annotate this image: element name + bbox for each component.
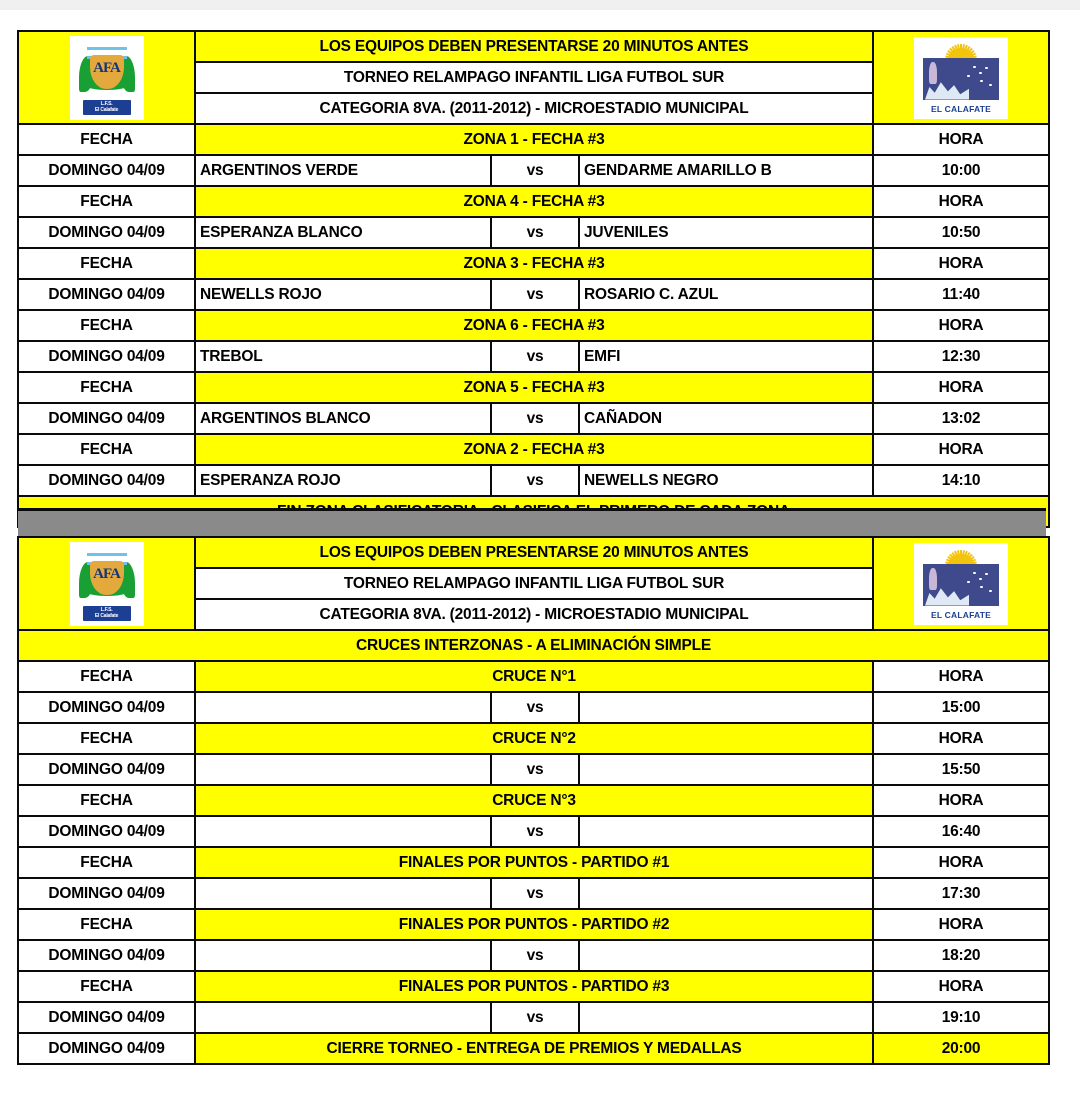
away-team[interactable]: GENDARME AMARILLO B: [579, 155, 873, 186]
match-time: 14:10: [873, 465, 1049, 496]
section-title-3: ZONA 3 - FECHA #3: [195, 248, 873, 279]
section-title-3: CRUCE N°3: [195, 785, 873, 816]
match-time: 16:40: [873, 816, 1049, 847]
match-date: DOMINGO 04/09: [18, 878, 195, 909]
match-time: 17:30: [873, 878, 1049, 909]
fecha-column-header: FECHA: [18, 310, 195, 341]
match-row: [18, 403, 1049, 434]
match-row: [18, 940, 1049, 971]
away-team[interactable]: [579, 754, 873, 785]
section-title-4: FINALES POR PUNTOS - PARTIDO #1: [195, 847, 873, 878]
versus-label: vs: [491, 279, 579, 310]
closing-date: DOMINGO 04/09: [18, 1033, 195, 1064]
section-title-5: ZONA 5 - FECHA #3: [195, 372, 873, 403]
hora-column-header: HORA: [873, 785, 1049, 816]
afa-letters: AFA: [93, 59, 120, 76]
calafate-logo-cell: [873, 537, 1049, 630]
versus-label: vs: [491, 341, 579, 372]
hora-column-header: HORA: [873, 186, 1049, 217]
section-header-row: [18, 971, 1049, 1002]
versus-label: vs: [491, 878, 579, 909]
home-team[interactable]: [195, 1002, 491, 1033]
section-header-row: [18, 785, 1049, 816]
closing-ceremony-text: CIERRE TORNEO - ENTREGA DE PREMIOS Y MEDALLAS: [195, 1033, 873, 1064]
versus-label: vs: [491, 155, 579, 186]
fecha-column-header: FECHA: [18, 909, 195, 940]
versus-label: vs: [491, 940, 579, 971]
match-date: DOMINGO 04/09: [18, 1002, 195, 1033]
header-row-banner: [18, 31, 1049, 62]
section-header-row: [18, 723, 1049, 754]
tournament-subtitle: CATEGORIA 8VA. (2011-2012) - MICROESTADIO MUNICIPAL: [195, 93, 873, 124]
hora-column-header: HORA: [873, 124, 1049, 155]
match-date: DOMINGO 04/09: [18, 341, 195, 372]
home-team[interactable]: [195, 940, 491, 971]
match-date: DOMINGO 04/09: [18, 816, 195, 847]
fecha-column-header: FECHA: [18, 785, 195, 816]
away-team[interactable]: ROSARIO C. AZUL: [579, 279, 873, 310]
section-title-6: FINALES POR PUNTOS - PARTIDO #3: [195, 971, 873, 1002]
section-header-row: [18, 372, 1049, 403]
hora-column-header: HORA: [873, 248, 1049, 279]
versus-label: vs: [491, 403, 579, 434]
hora-column-header: HORA: [873, 723, 1049, 754]
closing-time: 20:00: [873, 1033, 1049, 1064]
versus-label: vs: [491, 1002, 579, 1033]
el-calafate-label: EL CALAFATE: [923, 608, 999, 622]
fecha-column-header: FECHA: [18, 971, 195, 1002]
home-team[interactable]: ESPERANZA BLANCO: [195, 217, 491, 248]
tournament-title: TORNEO RELAMPAGO INFANTIL LIGA FUTBOL SUR: [195, 62, 873, 93]
table-separator-band: [18, 508, 1046, 539]
home-team[interactable]: [195, 754, 491, 785]
home-team[interactable]: [195, 692, 491, 723]
afa-letters: AFA: [93, 565, 120, 582]
header-banner-text: LOS EQUIPOS DEBEN PRESENTARSE 20 MINUTOS ANTES: [195, 31, 873, 62]
away-team[interactable]: [579, 940, 873, 971]
section-header-row: [18, 124, 1049, 155]
home-team[interactable]: ARGENTINOS VERDE: [195, 155, 491, 186]
fecha-column-header: FECHA: [18, 434, 195, 465]
afa-crest-icon: [70, 36, 144, 120]
match-row: [18, 692, 1049, 723]
hora-column-header: HORA: [873, 372, 1049, 403]
section-header-row: [18, 847, 1049, 878]
match-time: 11:40: [873, 279, 1049, 310]
home-team[interactable]: [195, 878, 491, 909]
match-date: DOMINGO 04/09: [18, 155, 195, 186]
match-date: DOMINGO 04/09: [18, 279, 195, 310]
el-calafate-crest-icon: [914, 37, 1008, 119]
versus-label: vs: [491, 754, 579, 785]
match-date: DOMINGO 04/09: [18, 403, 195, 434]
home-team[interactable]: [195, 816, 491, 847]
match-time: 15:50: [873, 754, 1049, 785]
match-time: 10:50: [873, 217, 1049, 248]
el-calafate-label: EL CALAFATE: [923, 102, 999, 116]
calafate-logo-cell: [873, 31, 1049, 124]
match-date: DOMINGO 04/09: [18, 692, 195, 723]
top-strip: [0, 0, 1080, 10]
match-row: [18, 279, 1049, 310]
afa-logo-cell: [18, 31, 195, 124]
match-row: [18, 816, 1049, 847]
zone-fixtures-table: [17, 30, 1050, 528]
header-banner-text: LOS EQUIPOS DEBEN PRESENTARSE 20 MINUTOS ANTES: [195, 537, 873, 568]
away-team[interactable]: [579, 692, 873, 723]
match-time: 15:00: [873, 692, 1049, 723]
afa-logo-cell: [18, 537, 195, 630]
away-team[interactable]: JUVENILES: [579, 217, 873, 248]
section-title-4: ZONA 6 - FECHA #3: [195, 310, 873, 341]
versus-label: vs: [491, 217, 579, 248]
section-title-1: ZONA 1 - FECHA #3: [195, 124, 873, 155]
section-header-row: [18, 310, 1049, 341]
versus-label: vs: [491, 465, 579, 496]
fecha-column-header: FECHA: [18, 372, 195, 403]
match-time: 10:00: [873, 155, 1049, 186]
header-row-banner: [18, 537, 1049, 568]
match-time: 12:30: [873, 341, 1049, 372]
section-header-row: [18, 186, 1049, 217]
hora-column-header: HORA: [873, 310, 1049, 341]
section-title-5: FINALES POR PUNTOS - PARTIDO #2: [195, 909, 873, 940]
afa-league-label: L.F.S. El Calafate: [83, 100, 131, 115]
fecha-column-header: FECHA: [18, 847, 195, 878]
playoff-fixtures-table: [17, 536, 1050, 1065]
away-team[interactable]: [579, 878, 873, 909]
match-row: [18, 155, 1049, 186]
home-team[interactable]: NEWELLS ROJO: [195, 279, 491, 310]
section-header-row: [18, 909, 1049, 940]
section-title-1: CRUCE N°1: [195, 661, 873, 692]
hora-column-header: HORA: [873, 847, 1049, 878]
match-time: 13:02: [873, 403, 1049, 434]
match-row: [18, 465, 1049, 496]
match-date: DOMINGO 04/09: [18, 754, 195, 785]
away-team[interactable]: CAÑADON: [579, 403, 873, 434]
closing-row: [18, 1033, 1049, 1064]
section-header-row: [18, 248, 1049, 279]
stage-band-row: [18, 630, 1049, 661]
match-time: 18:20: [873, 940, 1049, 971]
fecha-column-header: FECHA: [18, 661, 195, 692]
away-team[interactable]: [579, 1002, 873, 1033]
match-row: [18, 1002, 1049, 1033]
stage-title-band: CRUCES INTERZONAS - A ELIMINACIÓN SIMPLE: [18, 630, 1049, 661]
match-row: [18, 754, 1049, 785]
versus-label: vs: [491, 692, 579, 723]
match-date: DOMINGO 04/09: [18, 217, 195, 248]
tournament-subtitle: CATEGORIA 8VA. (2011-2012) - MICROESTADIO MUNICIPAL: [195, 599, 873, 630]
section-title-2: CRUCE N°2: [195, 723, 873, 754]
fecha-column-header: FECHA: [18, 124, 195, 155]
hora-column-header: HORA: [873, 971, 1049, 1002]
home-team[interactable]: ESPERANZA ROJO: [195, 465, 491, 496]
hora-column-header: HORA: [873, 661, 1049, 692]
fecha-column-header: FECHA: [18, 723, 195, 754]
fecha-column-header: FECHA: [18, 248, 195, 279]
section-title-6: ZONA 2 - FECHA #3: [195, 434, 873, 465]
section-header-row: [18, 434, 1049, 465]
match-row: [18, 878, 1049, 909]
match-time: 19:10: [873, 1002, 1049, 1033]
hora-column-header: HORA: [873, 909, 1049, 940]
match-row: [18, 341, 1049, 372]
home-team[interactable]: TREBOL: [195, 341, 491, 372]
hora-column-header: HORA: [873, 434, 1049, 465]
afa-crest-icon: [70, 542, 144, 626]
home-team[interactable]: ARGENTINOS BLANCO: [195, 403, 491, 434]
section-header-row: [18, 661, 1049, 692]
el-calafate-crest-icon: [914, 543, 1008, 625]
match-date: DOMINGO 04/09: [18, 940, 195, 971]
match-date: DOMINGO 04/09: [18, 465, 195, 496]
fecha-column-header: FECHA: [18, 186, 195, 217]
away-team[interactable]: EMFI: [579, 341, 873, 372]
versus-label: vs: [491, 816, 579, 847]
section-title-2: ZONA 4 - FECHA #3: [195, 186, 873, 217]
afa-league-label: L.F.S. El Calafate: [83, 606, 131, 621]
away-team[interactable]: [579, 816, 873, 847]
match-row: [18, 217, 1049, 248]
tournament-title: TORNEO RELAMPAGO INFANTIL LIGA FUTBOL SUR: [195, 568, 873, 599]
away-team[interactable]: NEWELLS NEGRO: [579, 465, 873, 496]
